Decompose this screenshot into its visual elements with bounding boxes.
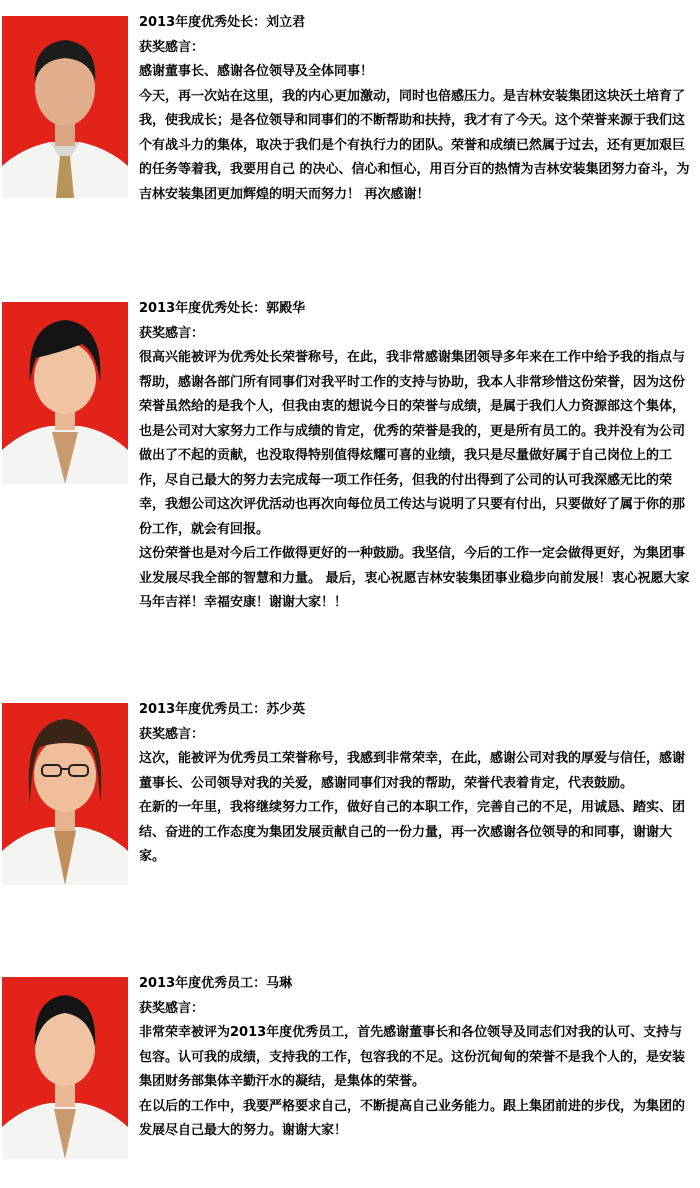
portrait-photo-4 [2,977,128,1159]
speech-paragraph: 在新的一年里，我将继续努力工作，做好自己的本职工作，完善自己的不足，用诚恳、踏实、团结、奋进的工作态度为集团发展贡献自己的一份力量，再一次感谢各位领导的和同事，谢谢大家。 [139,800,686,864]
speech-paragraph: 这次，能被评为优秀员工荣誉称号，我感到非常荣幸，在此，感谢公司对我的厚爱与信任，感谢董事长、公司领导对我的关爱，感谢同事们对我的帮助，荣誉代表着肯定，代表鼓励。 [139,751,686,791]
speech-paragraph: 感谢董事长、感谢各位领导及全体同事！ [139,64,374,79]
entry-text-4 [139,972,695,1144]
portrait-photo-1 [2,16,128,198]
speech-paragraph: 在以后的工作中，我要严格要求自己，不断提高自己业务能力。跟上集团前进的步伐，为集团的发展尽自己最大的努力。谢谢大家！ [139,1098,686,1138]
entry-title: 2013年度优秀处长：刘立君 [139,15,306,30]
speech-label: 获奖感言： [139,1000,205,1016]
entry-text-3 [139,698,695,870]
speech-paragraph: 很高兴能被评为优秀处长荣誉称号，在此，我非常感谢集团领导多年来在工作中给予我的指点与帮助，感谢各部门所有同事们对我平时工作的支持与协助，我本人非常珍惜这份荣誉，因为这份荣誉虽然给的是我个人，但我由衷的想说今日的荣誉与成绩，是属于我们人力资源部这个集体，也是公司对大家努力工作与成绩的肯定，优秀的荣誉是我的，更是所有员工的。我并没有为公司做出了不起的贡献，也没取得特别值得炫耀可喜的业绩，我只是尽量做好属于自己岗位上的工作，尽自己最大的努力去完成每一项工作任务，但我的付出得到了公司的认可我深感无比的荣幸，我想公司这次评优活动也再次向每位员工传达与说明了只要有付出，只要做好了属于你的那份工作，就会有回报。 [139,350,686,537]
entry-text-2 [139,297,695,616]
entry-title: 2013年度优秀员工：苏少英 [139,702,306,717]
entry-title: 2013年度优秀处长：郭殿华 [139,301,306,316]
portrait-photo-3 [2,703,128,885]
speech-label: 获奖感言： [139,325,205,341]
speech-label: 获奖感言： [139,39,205,55]
speech-paragraph: 今天，再一次站在这里，我的内心更加激动，同时也倍感压力。是吉林安装集团这块沃土培育了我，使我成长；是各位领导和同事们的不断帮助和扶持，我才有了今天。这个荣誉来源于我们这个有战斗力的集体，取决于我们是个有执行力的团队。荣誉和成绩已然属于过去，还有更加艰巨的任务等着我，我要用自己 的决心、信心和恒心，用百分百的热情为吉林安装集团努力奋斗，为吉林安装集团更加辉煌的明天而努力！ 再次感谢！ [139,88,690,202]
speech-paragraph: 非常荣幸被评为2013年度优秀员工，首先感谢董事长和各位领导及同志们对我的认可、支持与包容。认可我的成绩，支持我的工作，包容我的不足。这份沉甸甸的荣誉不是我个人的，是安装集团财务部集体辛勤汗水的凝结，是集体的荣誉。 [139,1025,686,1089]
speech-label: 获奖感言： [139,726,205,742]
entry-text-1 [139,11,695,207]
speech-paragraph: 这份荣誉也是对今后工作做得更好的一种鼓励。我坚信，今后的工作一定会做得更好，为集团事业发展尽我全部的智慧和力量。 最后，衷心祝愿吉林安装集团事业稳步向前发展！衷心祝愿大家马年吉祥！幸福安康！谢谢大家！！ [139,546,690,610]
entry-title: 2013年度优秀员工：马琳 [139,976,293,991]
portrait-photo-2 [2,302,128,484]
